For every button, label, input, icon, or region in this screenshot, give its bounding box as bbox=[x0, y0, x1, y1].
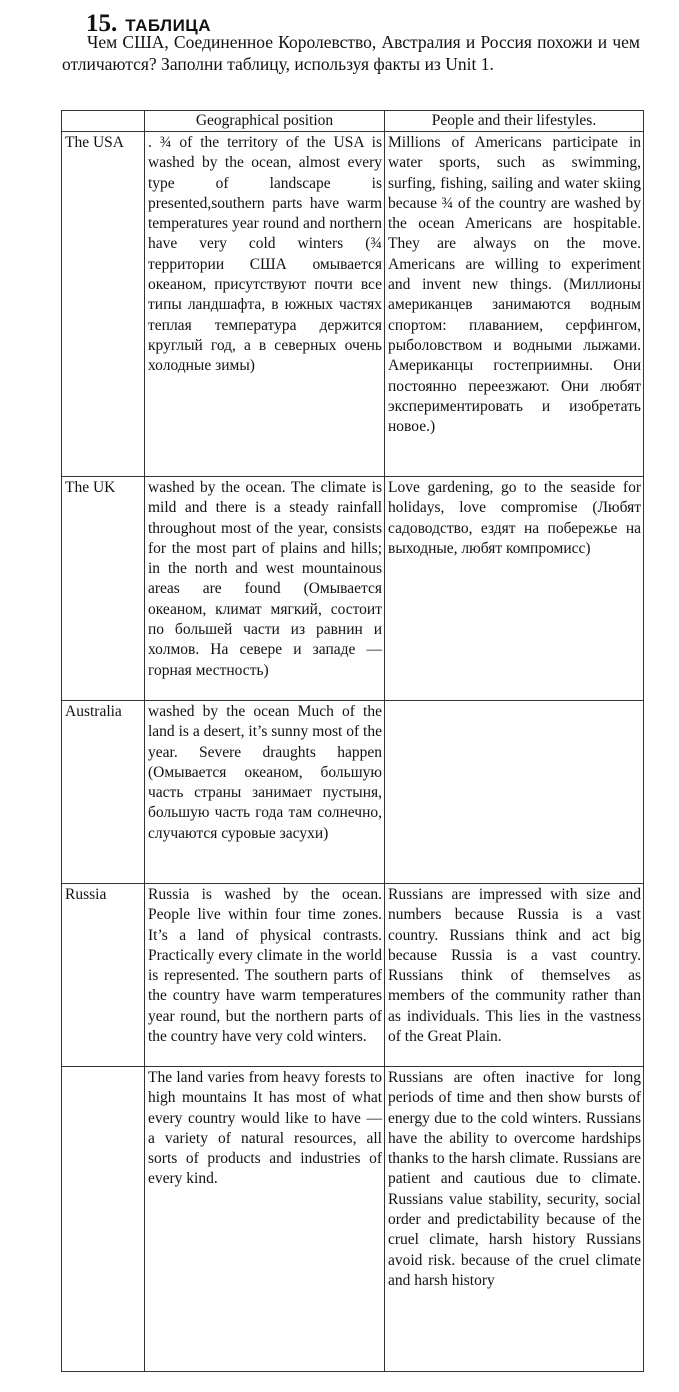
country-cell: The UK bbox=[62, 477, 145, 701]
geo-cell: The land varies from heavy forests to high mountains It has most of what every country would like to have — a variety of natural resources, all sorts of products and industries of every kind. bbox=[145, 1067, 385, 1372]
table-row-australia bbox=[62, 701, 644, 884]
people-cell: Russians are often inactive for long periods of time and then show bursts of energy due to the cold winters. Russians have the ability to overcome hardships thanks to the harsh climate. Russians are patient and cautious due to climate. Russians value stability, security, social order and predictability because of the cruel climate, harsh history Russians avoid risk. because of the cruel climate and harsh history bbox=[385, 1067, 644, 1372]
country-cell: The USA bbox=[62, 132, 145, 477]
geo-cell: washed by the ocean Much of the land is a desert, it’s sunny most of the year. Severe draughts happen (Омывается океаном, большую часть страны занимает пустыня, большую часть года там солнечно, случаются суровые засухи) bbox=[145, 701, 385, 884]
country-cell bbox=[62, 1067, 145, 1372]
country-cell: Australia bbox=[62, 701, 145, 884]
geo-cell: Russia is washed by the ocean. People live within four time zones. It’s a land of physical contrasts. Practically every climate in the world is represented. The southern parts of the country have warm temperatures year round, but the northern parts of the country have very cold winters. bbox=[145, 884, 385, 1067]
geo-cell: . ¾ of the territory of the USA is washed by the ocean, almost every type of landscape is presented,southern parts have warm temperatures year round and northern have very cold winters (¾ территории США омывается океаном, присутствуют почти все типы ландшафта, в южных частях теплая температура держится круглый год, а в северных очень холодные зимы) bbox=[145, 132, 385, 477]
header-geographical-position: Geographical position bbox=[145, 111, 385, 132]
header-people-lifestyles: People and their lifestyles. bbox=[385, 111, 644, 132]
exercise-title: ТАБЛИЦА bbox=[125, 16, 211, 35]
people-cell bbox=[385, 701, 644, 884]
table-row-russia bbox=[62, 884, 644, 1067]
table-row-uk bbox=[62, 477, 644, 701]
country-cell: Russia bbox=[62, 884, 145, 1067]
table-row-russia-continued bbox=[62, 1067, 644, 1372]
people-cell: Millions of Americans participate in water sports, such as swimming, surfing, fishing, sailing and water skiing because ¾ of the country are washed by the ocean Americans are hospitable. They are always on the move. Americans are willing to experiment and invent new things. (Миллионы американцев занимаются водным спортом: плаванием, серфингом, рыболовством и водными лыжами. Американцы гостеприимны. Они постоянно переезжают. Они любят экспериментировать и изобретать новое.) bbox=[385, 132, 644, 477]
table-header-row bbox=[62, 111, 644, 132]
exercise-instruction: Чем США, Соединенное Королевство, Австралия и Россия похожи и чем отличаются? Заполни таблицу, используя факты из Unit 1. bbox=[62, 32, 640, 74]
comparison-table bbox=[61, 110, 644, 1372]
geo-cell: washed by the ocean. The climate is mild and there is a steady rainfall throughout most of the year, consists for the most part of plains and hills; in the north and west mountainous areas are found (Омывается океаном, климат мягкий, состоит по большей части из равнин и холмов. На севере и западе — горная местность) bbox=[145, 477, 385, 701]
people-cell: Russians are impressed with size and numbers because Russia is a vast country. Russians think and act big because Russia is a vast country. Russians think of themselves as members of the community rather than as individuals. This lies in the vastness of the Great Plain. bbox=[385, 884, 644, 1067]
table-row-usa bbox=[62, 132, 644, 477]
header-country bbox=[62, 111, 145, 132]
exercise-number: 15. bbox=[86, 10, 118, 37]
people-cell: Love gardening, go to the seaside for holidays, love compromise (Любят садоводство, ездят на побережье на выходные, любят компромисс) bbox=[385, 477, 644, 701]
